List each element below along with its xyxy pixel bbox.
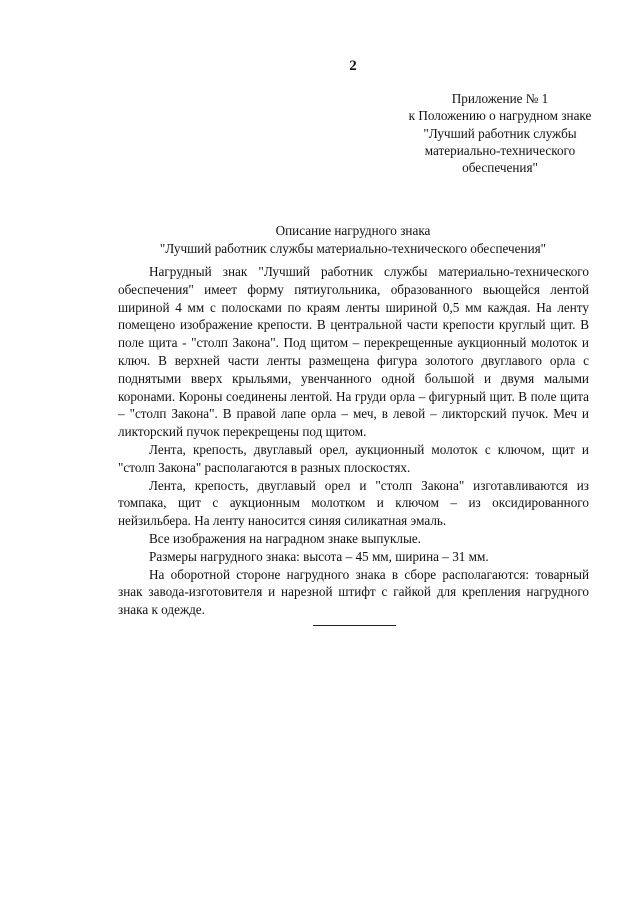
- page-number: 2: [349, 58, 357, 74]
- appendix-reference: [380, 90, 620, 176]
- appendix-line: обеспечения": [462, 160, 538, 176]
- paragraph-planes: Лента, крепость, двуглавый орел, аукционный молоток с ключом, щит и "столп Закона" располагаются в разных плоскостях.: [118, 441, 589, 475]
- title-line-1: Описание нагрудного знака: [275, 223, 431, 238]
- paragraph-relief: Все изображения на наградном знаке выпуклые.: [149, 530, 421, 546]
- paragraph-reverse-side: На оборотной стороне нагрудного знака в сборе располагаются: товарный знак завода-изготовителя и нарезной штифт с гайкой для крепления нагрудного знака к одежде.: [118, 566, 589, 618]
- document-title: [0, 222, 640, 258]
- paragraph-description: Нагрудный знак "Лучший работник службы материально-технического обеспечения" имеет форму пятиугольника, образованного вьющейся лентой шириной 4 мм с полосками по краям ленты шириной 0,5 мм каждая. На ленту помещено изображение крепости. В центральной части крепости круглый щит. В поле щита - "столп Закона". Под щитом – перекрещенные аукционный молоток и ключ. В верхней части ленты размещена фигура золотого двуглавого орла с поднятыми вверх крыльями, увенчанного одной большой и двумя малыми коронами. Короны соединены лентой. На груди орла – фигурный щит. В поле щита – "столп Закона". В правой лапе орла – меч, в левой – ликторский пучок. Меч и ликторский пучок перекрещены под щитом.: [118, 264, 589, 440]
- paragraph-dimensions: Размеры нагрудного знака: высота – 45 мм, ширина – 31 мм.: [149, 548, 489, 564]
- title-line-2: "Лучший работник службы материально-технического обеспечения": [159, 240, 547, 256]
- appendix-line: "Лучший работник службы: [423, 125, 577, 141]
- paragraph-materials: Лента, крепость, двуглавый орел и "столп Закона" изготавливаются из томпака, щит с аукционным молотком и ключом – из оксидированного нейзильбера. На ленту наносится синяя силикатная эмаль.: [118, 477, 589, 529]
- appendix-line: материально-технического: [424, 142, 576, 158]
- appendix-line: к Положению о нагрудном знаке: [408, 108, 592, 124]
- closing-rule: [313, 625, 396, 626]
- appendix-line: Приложение № 1: [451, 91, 549, 106]
- description-body: [118, 263, 589, 619]
